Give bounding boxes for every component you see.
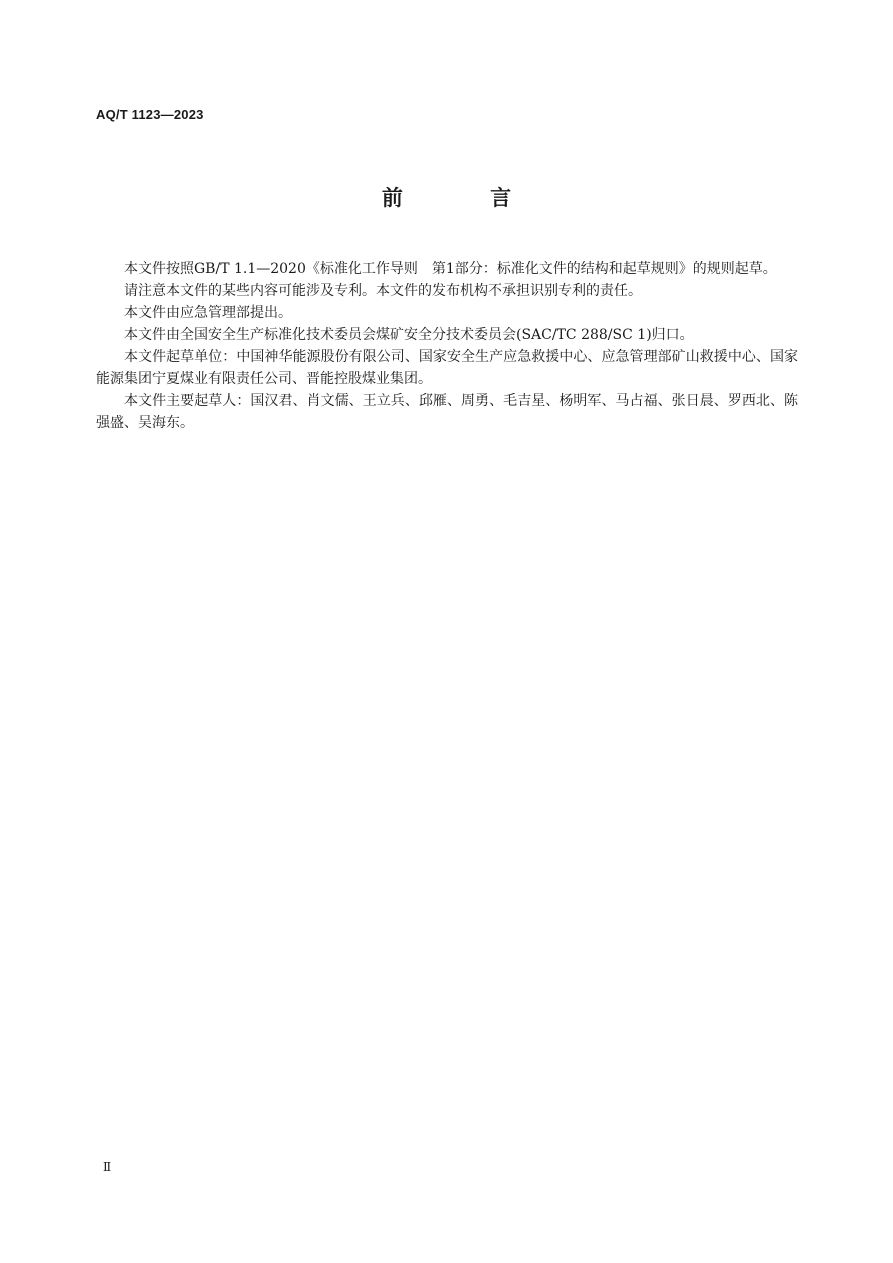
paragraph-drafters: 本文件主要起草人：国汉君、肖文儒、王立兵、邱雁、周勇、毛吉星、杨明军、马占福、张日晨、罗西北、陈强盛、吴海东。 <box>96 393 798 431</box>
paragraph-drafting-rules: 本文件按照GB/T 1.1—2020《标准化工作导则 第1部分：标准化文件的结构和起草规则》的规则起草。 <box>124 261 777 277</box>
page-number: Ⅱ <box>103 1160 112 1174</box>
foreword-body <box>96 258 798 434</box>
paragraph-patent-notice: 请注意本文件的某些内容可能涉及专利。本文件的发布机构不承担识别专利的责任。 <box>124 283 642 299</box>
paragraph-drafting-units: 本文件起草单位：中国神华能源股份有限公司、国家安全生产应急救援中心、应急管理部矿山救援中心、国家能源集团宁夏煤业有限责任公司、晋能控股煤业集团。 <box>96 349 798 387</box>
paragraph-proposer: 本文件由应急管理部提出。 <box>124 305 292 321</box>
document-code: AQ/T 1123—2023 <box>96 107 204 122</box>
page-title: 前 言 <box>381 186 552 210</box>
paragraph-technical-committee: 本文件由全国安全生产标准化技术委员会煤矿安全分技术委员会(SAC/TC 288/SC 1)归口。 <box>124 327 694 343</box>
